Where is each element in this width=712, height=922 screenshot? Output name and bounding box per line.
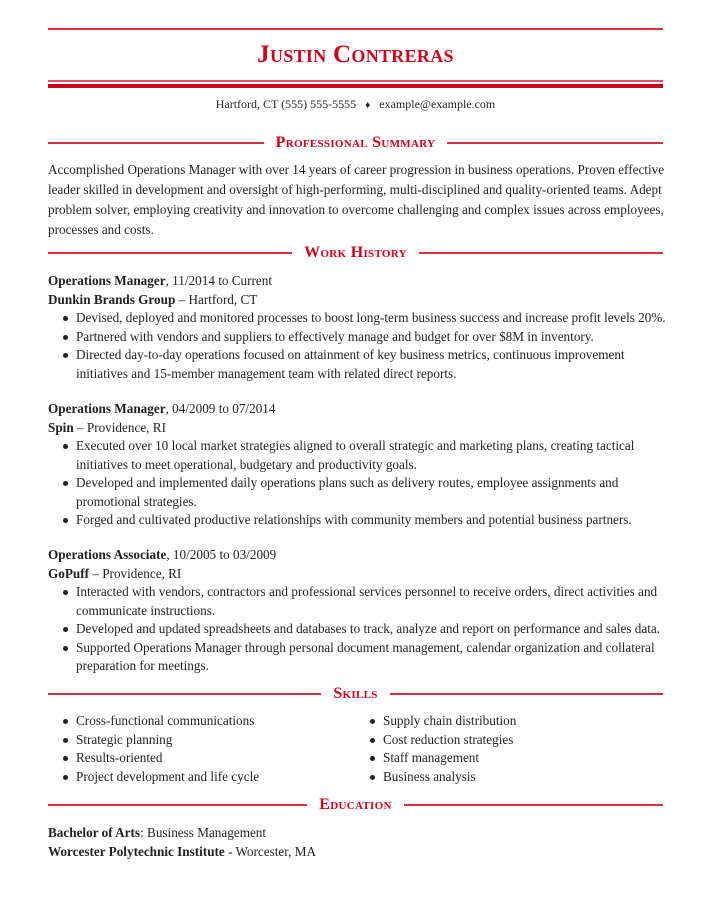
contact-location: Hartford, CT: [215, 97, 279, 111]
company-line: [48, 565, 668, 584]
job-bullets: [48, 309, 668, 383]
bullet-icon: [63, 335, 68, 340]
school-location: - Worcester, MA: [224, 844, 316, 859]
skill-item: [355, 731, 516, 750]
skill-item: [48, 712, 259, 731]
skill-text: Project development and life cycle: [76, 768, 260, 784]
heading-rule-right: [447, 142, 663, 144]
job-bullets: [48, 583, 668, 676]
bullet-text: Directed day-to-day operations focused on attainment of key business metrics, continuous improvement initiatives and 15-member management team with related direct reports.: [76, 347, 625, 381]
job-bullet: [48, 639, 668, 676]
job-title: Operations Manager: [48, 273, 166, 288]
header-rule-thin: [48, 80, 663, 82]
section-title: Professional Summary: [275, 134, 436, 151]
company-line: [48, 419, 668, 438]
bullet-text: Developed and implemented daily operations plans such as delivery routes, employee assignments and promotional strategies.: [76, 475, 619, 509]
bullet-icon: [63, 738, 68, 743]
bullet-icon: [63, 627, 68, 632]
header-rule-thick: [48, 84, 663, 88]
job-bullet: [48, 328, 668, 347]
job-dates: , 04/2009 to 07/2014: [165, 401, 276, 416]
bullet-icon: [63, 444, 68, 449]
job-title-line: [48, 546, 668, 565]
degree-line: [48, 823, 663, 842]
bullet-icon: [63, 775, 68, 780]
job-title-line: [48, 272, 668, 291]
job-entry: [48, 272, 668, 383]
diamond-separator-icon: ♦: [365, 100, 371, 111]
skill-item: [48, 731, 259, 750]
section-heading-education: [48, 795, 663, 815]
bullet-icon: [63, 756, 68, 761]
company-line: [48, 291, 668, 310]
bullet-icon: [63, 719, 68, 724]
job-bullet: [48, 474, 668, 511]
job-bullets: [48, 437, 668, 530]
candidate-name: Justin Contreras: [257, 41, 454, 68]
school-line: [48, 842, 663, 861]
education-entry: [48, 823, 663, 861]
bullet-icon: [63, 518, 68, 523]
field-of-study: : Business Management: [140, 825, 267, 840]
job-title-line: [48, 400, 668, 419]
section-heading-summary: [48, 133, 663, 153]
top-rule: [48, 28, 663, 30]
company-name: Spin: [48, 419, 74, 435]
heading-rule-left: [48, 804, 307, 806]
skill-item: [48, 749, 259, 768]
company-location: – Providence, RI: [73, 419, 166, 435]
company-location: – Hartford, CT: [175, 291, 258, 307]
job-title: Operations Associate: [48, 547, 167, 562]
bullet-icon: [63, 353, 68, 358]
degree: Bachelor of Arts: [48, 825, 141, 840]
heading-rule-right: [390, 693, 663, 695]
bullet-icon: [63, 481, 68, 486]
job-bullet: [48, 346, 668, 383]
contact-line: [48, 96, 663, 114]
skill-text: Business analysis: [383, 768, 476, 784]
bullet-icon: [370, 719, 375, 724]
skill-text: Cost reduction strategies: [383, 731, 514, 747]
job-entry: [48, 400, 668, 530]
heading-rule-right: [419, 252, 663, 254]
bullet-icon: [63, 590, 68, 595]
company-name: GoPuff: [48, 565, 90, 581]
summary-text: Accomplished Operations Manager with over 14 years of career progression in business operations. Proven effective leader skilled in development and oversight of high-performing, multi-disciplined and quality-oriented teams. Adept problem solver, employing creativity and innovation to overcome challenging and complex issues across employees, processes and costs.: [48, 162, 665, 237]
section-title: Skills: [333, 685, 378, 702]
contact-email: example@example.com: [379, 97, 496, 111]
bullet-text: Supported Operations Manager through personal document management, calendar organization and collateral preparation for meetings.: [76, 639, 655, 673]
skill-text: Supply chain distribution: [383, 713, 517, 728]
job-entry: [48, 546, 668, 676]
heading-rule-left: [48, 693, 321, 695]
skill-text: Strategic planning: [76, 731, 173, 747]
section-title: Education: [319, 796, 392, 813]
bullet-icon: [370, 775, 375, 780]
bullet-text: Interacted with vendors, contractors and professional services personnel to receive orders, direct activities and communicate instructions.: [76, 584, 658, 618]
section-heading-skills: [48, 684, 663, 704]
skill-item: [48, 768, 259, 787]
section-title: Work History: [304, 244, 407, 261]
heading-rule-left: [48, 252, 292, 254]
school-name: Worcester Polytechnic Institute: [48, 844, 225, 859]
job-bullet: [48, 620, 668, 639]
bullet-text: Devised, deployed and monitored processes to boost long-term business success and increase profit levels 20%.: [76, 310, 666, 325]
heading-rule-right: [404, 804, 663, 806]
bullet-text: Developed and updated spreadsheets and databases to track, analyze and report on performance and sales data.: [76, 621, 661, 636]
company-location: – Providence, RI: [89, 565, 182, 581]
skill-text: Staff management: [383, 750, 480, 765]
bullet-text: Forged and cultivated productive relationships with community members and potential business partners.: [76, 512, 632, 527]
bullet-text: Partnered with vendors and suppliers to effectively manage and budget for over $8M in inventory.: [76, 328, 594, 344]
job-bullet: [48, 309, 668, 328]
company-name: Dunkin Brands Group: [48, 291, 176, 307]
job-bullet: [48, 437, 668, 474]
bullet-text: Executed over 10 local market strategies aligned to overall strategic and marketing plans, creating tactical initiatives to meet operational, budgetary and productivity goals.: [76, 438, 635, 472]
job-dates: , 11/2014 to Current: [165, 273, 273, 288]
bullet-icon: [63, 646, 68, 651]
bullet-icon: [63, 316, 68, 321]
bullet-icon: [370, 738, 375, 743]
skill-text: Cross-functional communications: [76, 713, 255, 728]
skill-item: [355, 749, 516, 768]
bullet-icon: [370, 756, 375, 761]
section-heading-work-history: [48, 243, 663, 263]
skill-item: [355, 712, 516, 731]
job-bullet: [48, 583, 668, 620]
job-dates: , 10/2005 to 03/2009: [166, 547, 277, 562]
skills-column-left: [48, 712, 259, 786]
skill-text: Results-oriented: [76, 750, 163, 765]
heading-rule-left: [48, 142, 264, 144]
skill-item: [355, 768, 516, 787]
job-bullet: [48, 511, 668, 530]
contact-phone: (555) 555-5555: [281, 97, 357, 111]
skills-column-right: [355, 712, 516, 786]
job-title: Operations Manager: [48, 401, 166, 416]
